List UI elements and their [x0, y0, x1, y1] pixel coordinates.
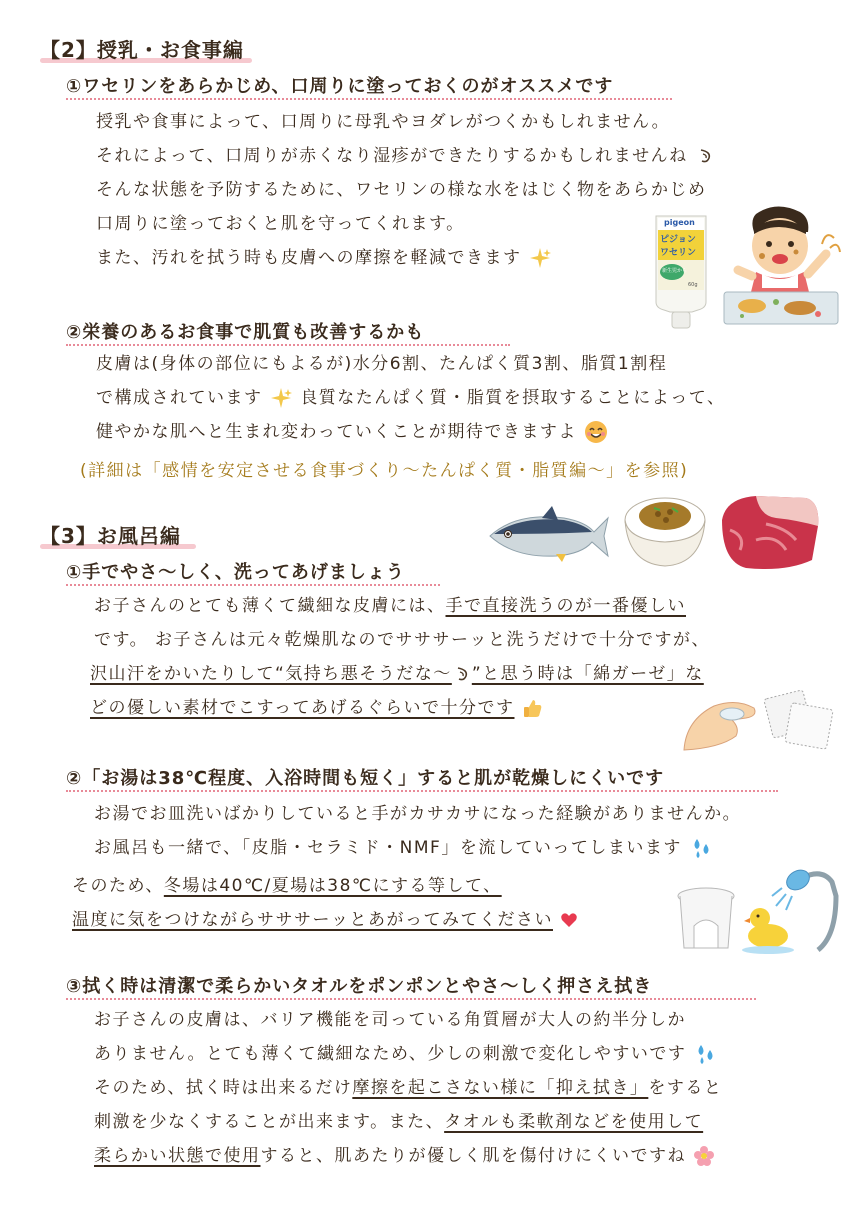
dotted-underline — [66, 790, 778, 792]
sparkle-icon — [269, 386, 293, 410]
text-span: をすると — [648, 1078, 723, 1098]
sweat-drop-icon — [695, 146, 715, 166]
tube-name: ピジョン — [660, 235, 696, 245]
dotted-underline — [66, 584, 440, 586]
underlined-text: 冬場は40℃/夏場は38℃にする等して、 — [163, 876, 502, 896]
tube-badge: 新生児から — [662, 268, 688, 274]
text-span: それによって、口周りが赤くなり湿疹ができたりするかもしれませんね — [96, 146, 688, 166]
vaseline-tube-image — [652, 212, 710, 330]
heart-icon — [560, 911, 578, 929]
underlined-text: 摩擦を起こさない様に「抑え拭き」 — [352, 1078, 649, 1098]
bath-items-image — [672, 866, 848, 958]
baby-eating-image — [718, 204, 844, 330]
text-span: そのため、 — [72, 876, 164, 896]
text-line: お湯でお皿洗いばかりしていると手がカサカサになった経験がありませんか。 — [94, 804, 742, 824]
text-line: そんな状態を予防するために、ワセリンの様な水をはじく物をあらかじめ — [96, 180, 707, 200]
text-span: ありません。とても薄くて繊細なため、少しの刺激で変化しやすいです — [94, 1044, 687, 1064]
text-line — [94, 1042, 717, 1066]
text-line — [96, 246, 552, 270]
dotted-underline — [66, 998, 756, 1000]
water-drops-icon — [693, 1042, 717, 1066]
text-span: お風呂も一緒で、「皮脂・セラミド・NMF」を流していってしまいます — [94, 838, 682, 858]
text-span: 健やかな肌へと生まれ変わっていくことが期待できますよ — [96, 422, 577, 442]
text-line — [90, 662, 704, 686]
natto-rice-image — [622, 490, 708, 570]
subheading-pat-dry: ③拭く時は清潔で柔らかいタオルをポンポンとやさ〜しく押さえ拭き — [66, 976, 653, 997]
underlined-text: どの優しい素材でこすってあげるぐらいで十分です — [90, 698, 515, 718]
text-span: 良質なたんぱく質・脂質を摂取することによって、 — [300, 388, 726, 408]
text-line — [94, 836, 713, 860]
underlined-text: 温度に気をつけながらサササーッとあがってみてください — [72, 910, 553, 930]
text-line — [94, 594, 686, 618]
subheading-water-temperature: ②「お湯は38℃程度、入浴時間も短く」すると肌が乾燥しにくいです — [66, 768, 665, 789]
underlined-text: 沢山汗をかいたりして“気持ち悪そうだな〜 — [90, 664, 452, 684]
water-drops-icon — [689, 836, 713, 860]
tube-name: ワセリン — [660, 248, 697, 258]
underlined-text: ”と思う時は「綿ガーゼ」な — [471, 664, 704, 684]
text-line — [72, 908, 578, 932]
text-line: です。 お子さんは元々乾燥肌なのでサササーッと洗うだけで十分ですが、 — [94, 630, 711, 650]
text-line — [96, 386, 725, 410]
underlined-text: 手で直接洗うのが一番優しい — [445, 596, 686, 616]
text-span: そのため、拭く時は出来るだけ — [94, 1078, 353, 1098]
text-line — [90, 696, 543, 720]
sweat-drop-icon — [452, 664, 472, 684]
text-line — [94, 1144, 715, 1168]
tube-size: 60g — [688, 282, 698, 288]
text-line — [96, 420, 608, 444]
text-line: 口周りに塗っておくと肌を守ってくれます。 — [96, 214, 465, 234]
underlined-text: 柔らかい状態で使用 — [94, 1146, 261, 1166]
text-span: で構成されています — [96, 388, 263, 408]
text-line — [94, 1076, 722, 1100]
tube-brand: pigeon — [664, 218, 695, 227]
text-line — [94, 1110, 703, 1134]
subheading-nutrition: ②栄養のあるお食事で肌質も改善するかも — [66, 322, 425, 343]
fish-image — [486, 504, 610, 566]
underlined-text: タオルも柔軟剤などを使用して — [444, 1112, 704, 1132]
thumbs-up-icon — [521, 697, 543, 719]
text-span: お子さんのとても薄くて繊細な皮膚には、 — [94, 596, 446, 616]
text-line: 授乳や食事によって、口周りに母乳やヨダレがつくかもしれません。 — [96, 112, 671, 132]
text-line: お子さんの皮膚は、バリア機能を司っている角質層が大人の約半分しか — [94, 1010, 686, 1030]
text-span: また、汚れを拭う時も皮膚への摩擦を軽減できます — [96, 248, 522, 268]
text-line — [72, 874, 502, 898]
text-line: 皮膚は(身体の部位にもよるが)水分6割、たんぱく質3割、脂質1割程 — [96, 354, 668, 374]
reference-note: (詳細は「感情を安定させる食事づくり〜たんぱく質・脂質編〜」を参照) — [80, 461, 689, 481]
text-span: すると、肌あたりが優しく肌を傷付けにくいですね — [260, 1146, 686, 1166]
text-line — [96, 144, 715, 168]
meat-image — [716, 490, 822, 574]
flower-icon — [693, 1145, 715, 1167]
subheading-wash-gently: ①手でやさ〜しく、洗ってあげましょう — [66, 562, 405, 583]
dotted-underline — [66, 98, 672, 100]
section-title-bath: 【3】お風呂編 — [40, 524, 181, 548]
smile-face-icon — [584, 420, 608, 444]
section-title-feeding: 【2】授乳・お食事編 — [40, 38, 244, 62]
sparkle-icon — [528, 246, 552, 270]
dotted-underline — [66, 344, 510, 346]
hand-gauze-image — [680, 686, 840, 752]
text-span: 刺激を少なくすることが出来ます。また、 — [94, 1112, 445, 1132]
subheading-vaseline: ①ワセリンをあらかじめ、口周りに塗っておくのがオススメです — [66, 76, 614, 97]
